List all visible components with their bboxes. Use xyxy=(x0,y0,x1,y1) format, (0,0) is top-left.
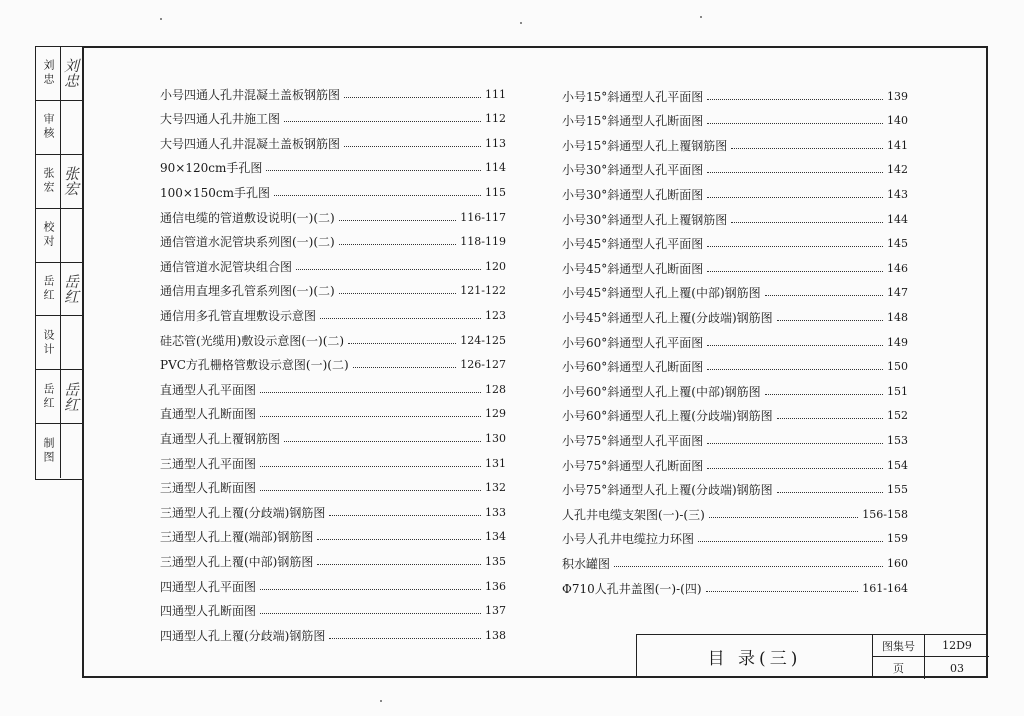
dot-leader xyxy=(344,146,481,147)
signature-role-label: 岳红 xyxy=(42,382,55,411)
toc-entry-title: 通信管道水泥管块组合图 xyxy=(160,259,293,274)
signature-role-label: 校对 xyxy=(42,221,55,250)
toc-entry xyxy=(160,454,506,472)
toc-entry xyxy=(562,235,908,253)
toc-entry-title: 通信用直埋多孔管系列图(一)(二) xyxy=(160,284,335,299)
toc-entry xyxy=(160,528,506,546)
dot-leader xyxy=(777,492,883,493)
toc-entry-page: 111 xyxy=(485,87,506,101)
toc-entry xyxy=(160,306,506,324)
toc-entry xyxy=(160,626,506,644)
signature-role-label: 审核 xyxy=(42,113,55,142)
dot-leader xyxy=(353,367,457,368)
toc-entry-page: 147 xyxy=(887,286,908,300)
toc-entry-title: 直通型人孔断面图 xyxy=(160,407,257,422)
signature-role-label: 刘忠 xyxy=(42,59,55,88)
toc-entry-page: 132 xyxy=(485,481,506,495)
dot-leader xyxy=(260,392,481,393)
toc-entry-page: 136 xyxy=(485,579,506,593)
dot-leader xyxy=(777,418,883,419)
dot-leader xyxy=(709,517,858,518)
toc-entry-title: 四通型人孔平面图 xyxy=(160,579,257,594)
dot-leader xyxy=(765,394,883,395)
page-value: 03 xyxy=(950,661,964,675)
toc-entry xyxy=(562,579,908,597)
toc-entry-page: 138 xyxy=(485,628,506,642)
toc-entry xyxy=(562,333,908,351)
dot-leader xyxy=(320,318,481,319)
toc-entry-page: 112 xyxy=(485,112,506,126)
toc-entry-title: 三通型人孔平面图 xyxy=(160,456,257,471)
dot-leader xyxy=(707,443,883,444)
toc-entry-title: 100×150cm手孔图 xyxy=(160,185,270,200)
toc-entry-title: 小号60°斜通型人孔平面图 xyxy=(562,335,704,350)
toc-entry-page: 142 xyxy=(887,163,908,177)
toc-entry-page: 146 xyxy=(887,261,908,275)
toc-entry-page: 121-122 xyxy=(460,284,506,298)
toc-entry-page: 124-125 xyxy=(460,333,506,347)
toc-entry xyxy=(160,331,506,349)
toc-entry-title: 小号60°斜通型人孔断面图 xyxy=(562,360,704,375)
toc-entry-page: 130 xyxy=(485,431,506,445)
toc-entry-title: PVC方孔栅格管敷设示意图(一)(二) xyxy=(160,358,349,373)
toc-entry-title: 硅芯管(光缆用)敷设示意图(一)(二) xyxy=(160,333,345,348)
dot-leader xyxy=(260,416,481,417)
signature-role-label: 制图 xyxy=(42,437,55,466)
toc-entry xyxy=(562,481,908,499)
toc-entry xyxy=(562,530,908,548)
toc-entry-title: 三通型人孔上覆(分歧端)钢筋图 xyxy=(160,505,326,520)
toc-entry-page: 116-117 xyxy=(460,210,506,224)
toc-entry-title: 大号四通人孔井混凝土盖板钢筋图 xyxy=(160,136,341,151)
toc-entry-page: 150 xyxy=(887,360,908,374)
signature-mark: 张宏 xyxy=(60,155,82,208)
toc-entry-title: 小号四通人孔井混凝土盖板钢筋图 xyxy=(160,87,341,102)
toc-entry-title: Φ710人孔井盖图(一)-(四) xyxy=(562,581,702,596)
dot-leader xyxy=(339,220,457,221)
toc-entry xyxy=(160,380,506,398)
toc-entry xyxy=(160,405,506,423)
toc-entry xyxy=(160,85,506,103)
dot-leader xyxy=(266,170,481,171)
toc-entry xyxy=(160,208,506,226)
dot-leader xyxy=(707,345,883,346)
dot-leader xyxy=(707,246,883,247)
toc-entry-page: 153 xyxy=(887,433,908,447)
toc-entry xyxy=(562,87,908,105)
toc-entry xyxy=(562,185,908,203)
signature-panel xyxy=(35,46,83,480)
dot-leader xyxy=(274,195,481,196)
toc-entry xyxy=(160,257,506,275)
scan-speck xyxy=(700,16,702,18)
dot-leader xyxy=(777,320,883,321)
dot-leader xyxy=(329,638,481,639)
toc-entry-title: 小号75°斜通型人孔平面图 xyxy=(562,433,704,448)
toc-entry-title: 小号15°斜通型人孔上覆钢筋图 xyxy=(562,138,728,153)
toc-entry-title: 通信管道水泥管块系列图(一)(二) xyxy=(160,235,335,250)
toc-entry-title: 直通型人孔平面图 xyxy=(160,382,257,397)
toc-entry-title: 积水罐图 xyxy=(562,556,611,571)
toc-entry xyxy=(562,407,908,425)
toc-entry-page: 145 xyxy=(887,237,908,251)
toc-entry-title: 四通型人孔上覆(分歧端)钢筋图 xyxy=(160,628,326,643)
toc-entry-page: 118-119 xyxy=(460,235,506,249)
dot-leader xyxy=(707,271,883,272)
dot-leader xyxy=(707,468,883,469)
toc-entry-page: 129 xyxy=(485,407,506,421)
toc-entry-title: 90×120cm手孔图 xyxy=(160,161,263,176)
signature-role-label: 设计 xyxy=(42,328,55,357)
document-title: 目 录(三) xyxy=(637,635,873,678)
dot-leader xyxy=(706,591,859,592)
toc-entry-page: 159 xyxy=(887,532,908,546)
toc-entry-title: 小号45°斜通型人孔上覆(中部)钢筋图 xyxy=(562,286,761,301)
toc-entry-page: 144 xyxy=(887,212,908,226)
signature-row xyxy=(36,101,82,155)
dot-leader xyxy=(339,293,457,294)
toc-entry-page: 155 xyxy=(887,483,908,497)
toc-entry-title: 四通型人孔断面图 xyxy=(160,604,257,619)
toc-entry-page: 114 xyxy=(485,161,506,175)
toc-entry-title: 小号15°斜通型人孔断面图 xyxy=(562,114,704,129)
dot-leader xyxy=(344,97,481,98)
toc-entry-title: 小号45°斜通型人孔断面图 xyxy=(562,261,704,276)
signature-row xyxy=(36,370,82,424)
toc-entry xyxy=(562,456,908,474)
toc-entry xyxy=(160,356,506,374)
scan-speck xyxy=(160,18,162,20)
signature-role-label: 张宏 xyxy=(42,167,55,196)
toc-entry-title: 小号45°斜通型人孔平面图 xyxy=(562,237,704,252)
toc-entry xyxy=(160,479,506,497)
toc-entry-title: 直通型人孔上覆钢筋图 xyxy=(160,431,281,446)
toc-entry xyxy=(562,112,908,130)
dot-leader xyxy=(707,369,883,370)
toc-entry xyxy=(562,382,908,400)
toc-entry-title: 三通型人孔上覆(中部)钢筋图 xyxy=(160,554,314,569)
dot-leader xyxy=(731,222,883,223)
signature-mark: 岳红 xyxy=(60,370,82,423)
dot-leader xyxy=(765,295,883,296)
toc-entry-page: 120 xyxy=(485,259,506,273)
signature-row xyxy=(36,316,82,370)
toc-entry xyxy=(160,552,506,570)
toc-entry-page: 152 xyxy=(887,409,908,423)
atlas-number-label: 图集号 xyxy=(873,635,925,657)
toc-entry-title: 小号30°斜通型人孔平面图 xyxy=(562,163,704,178)
dot-leader xyxy=(348,343,456,344)
toc-entry-page: 161-164 xyxy=(862,581,908,595)
signature-row xyxy=(36,155,82,209)
toc-entry-page: 140 xyxy=(887,114,908,128)
toc-entry-title: 小号75°斜通型人孔断面图 xyxy=(562,458,704,473)
dot-leader xyxy=(707,172,883,173)
dot-leader xyxy=(317,539,481,540)
toc-entry-title: 小号人孔井电缆拉力环图 xyxy=(562,532,695,547)
toc-entry-title: 人孔井电缆支架图(一)-(三) xyxy=(562,507,705,522)
dot-leader xyxy=(707,123,883,124)
signature-role-label: 岳红 xyxy=(42,274,55,303)
dot-leader xyxy=(260,589,481,590)
toc-entry-page: 115 xyxy=(485,185,506,199)
signature-mark: 刘忠 xyxy=(60,47,82,100)
toc-entry-title: 小号60°斜通型人孔上覆(中部)钢筋图 xyxy=(562,384,761,399)
dot-leader xyxy=(284,441,481,442)
title-block xyxy=(636,634,988,678)
dot-leader xyxy=(260,466,481,467)
toc-entry-page: 135 xyxy=(485,554,506,568)
toc-entry-page: 160 xyxy=(887,556,908,570)
toc-entry-page: 137 xyxy=(485,604,506,618)
dot-leader xyxy=(731,148,883,149)
signature-mark xyxy=(60,316,82,369)
toc-entry xyxy=(160,134,506,152)
signature-row xyxy=(36,263,82,317)
toc-entry-title: 小号30°斜通型人孔断面图 xyxy=(562,187,704,202)
scan-speck xyxy=(520,22,522,24)
toc-entry xyxy=(160,602,506,620)
dot-leader xyxy=(707,99,883,100)
toc-entry-page: 143 xyxy=(887,187,908,201)
toc-entry-page: 131 xyxy=(485,456,506,470)
signature-mark xyxy=(60,209,82,262)
toc-entry-title: 通信用多孔管直埋敷设示意图 xyxy=(160,308,317,323)
toc-entry xyxy=(562,284,908,302)
toc-entry-title: 三通型人孔断面图 xyxy=(160,481,257,496)
toc-entry xyxy=(160,183,506,201)
toc-entry-page: 149 xyxy=(887,335,908,349)
toc-entry xyxy=(562,505,908,523)
toc-entry xyxy=(562,136,908,154)
toc-entry-title: 通信电缆的管道敷设说明(一)(二) xyxy=(160,210,335,225)
toc-entry-page: 148 xyxy=(887,310,908,324)
toc-entry-title: 小号75°斜通型人孔上覆(分歧端)钢筋图 xyxy=(562,483,773,498)
signature-row xyxy=(36,47,82,101)
toc-entry xyxy=(562,161,908,179)
toc-entry-page: 141 xyxy=(887,138,908,152)
page-label: 页 xyxy=(873,657,925,679)
toc-entry-page: 128 xyxy=(485,382,506,396)
toc-entry xyxy=(160,503,506,521)
toc-entry-title: 小号15°斜通型人孔平面图 xyxy=(562,89,704,104)
dot-leader xyxy=(317,564,481,565)
dot-leader xyxy=(339,244,457,245)
dot-leader xyxy=(614,566,883,567)
toc-entry xyxy=(562,431,908,449)
dot-leader xyxy=(284,121,481,122)
toc-entry-page: 156-158 xyxy=(862,507,908,521)
toc-entry xyxy=(562,259,908,277)
toc-entry-title: 小号60°斜通型人孔上覆(分歧端)钢筋图 xyxy=(562,409,773,424)
signature-row xyxy=(36,209,82,263)
toc-entry xyxy=(160,159,506,177)
signature-mark xyxy=(60,424,82,478)
toc-entry-page: 139 xyxy=(887,89,908,103)
signature-mark: 岳红 xyxy=(60,263,82,316)
toc-entry xyxy=(160,577,506,595)
toc-entry-title: 三通型人孔上覆(端部)钢筋图 xyxy=(160,530,314,545)
toc-entry xyxy=(562,308,908,326)
toc-entry xyxy=(160,110,506,128)
toc-entry xyxy=(562,210,908,228)
toc-entry xyxy=(160,429,506,447)
toc-entry xyxy=(562,554,908,572)
signature-mark xyxy=(60,101,82,154)
toc-entry-page: 151 xyxy=(887,384,908,398)
scan-speck xyxy=(380,700,382,702)
toc-entry-title: 大号四通人孔井施工图 xyxy=(160,112,281,127)
toc-entry-page: 154 xyxy=(887,458,908,472)
dot-leader xyxy=(698,541,883,542)
toc-entry-page: 113 xyxy=(485,136,506,150)
toc-entry xyxy=(160,233,506,251)
toc-entry-page: 134 xyxy=(485,530,506,544)
dot-leader xyxy=(707,197,883,198)
toc-entry-page: 126-127 xyxy=(460,358,506,372)
dot-leader xyxy=(296,269,481,270)
toc-entry xyxy=(562,358,908,376)
atlas-number-value: 12D9 xyxy=(925,635,989,657)
dot-leader xyxy=(329,515,481,516)
dot-leader xyxy=(260,490,481,491)
dot-leader xyxy=(260,613,481,614)
signature-row xyxy=(36,424,82,478)
toc-entry xyxy=(160,282,506,300)
toc-entry-title: 小号30°斜通型人孔上覆钢筋图 xyxy=(562,212,728,227)
toc-entry-title: 小号45°斜通型人孔上覆(分歧端)钢筋图 xyxy=(562,310,773,325)
toc-entry-page: 123 xyxy=(485,308,506,322)
toc-entry-page: 133 xyxy=(485,505,506,519)
